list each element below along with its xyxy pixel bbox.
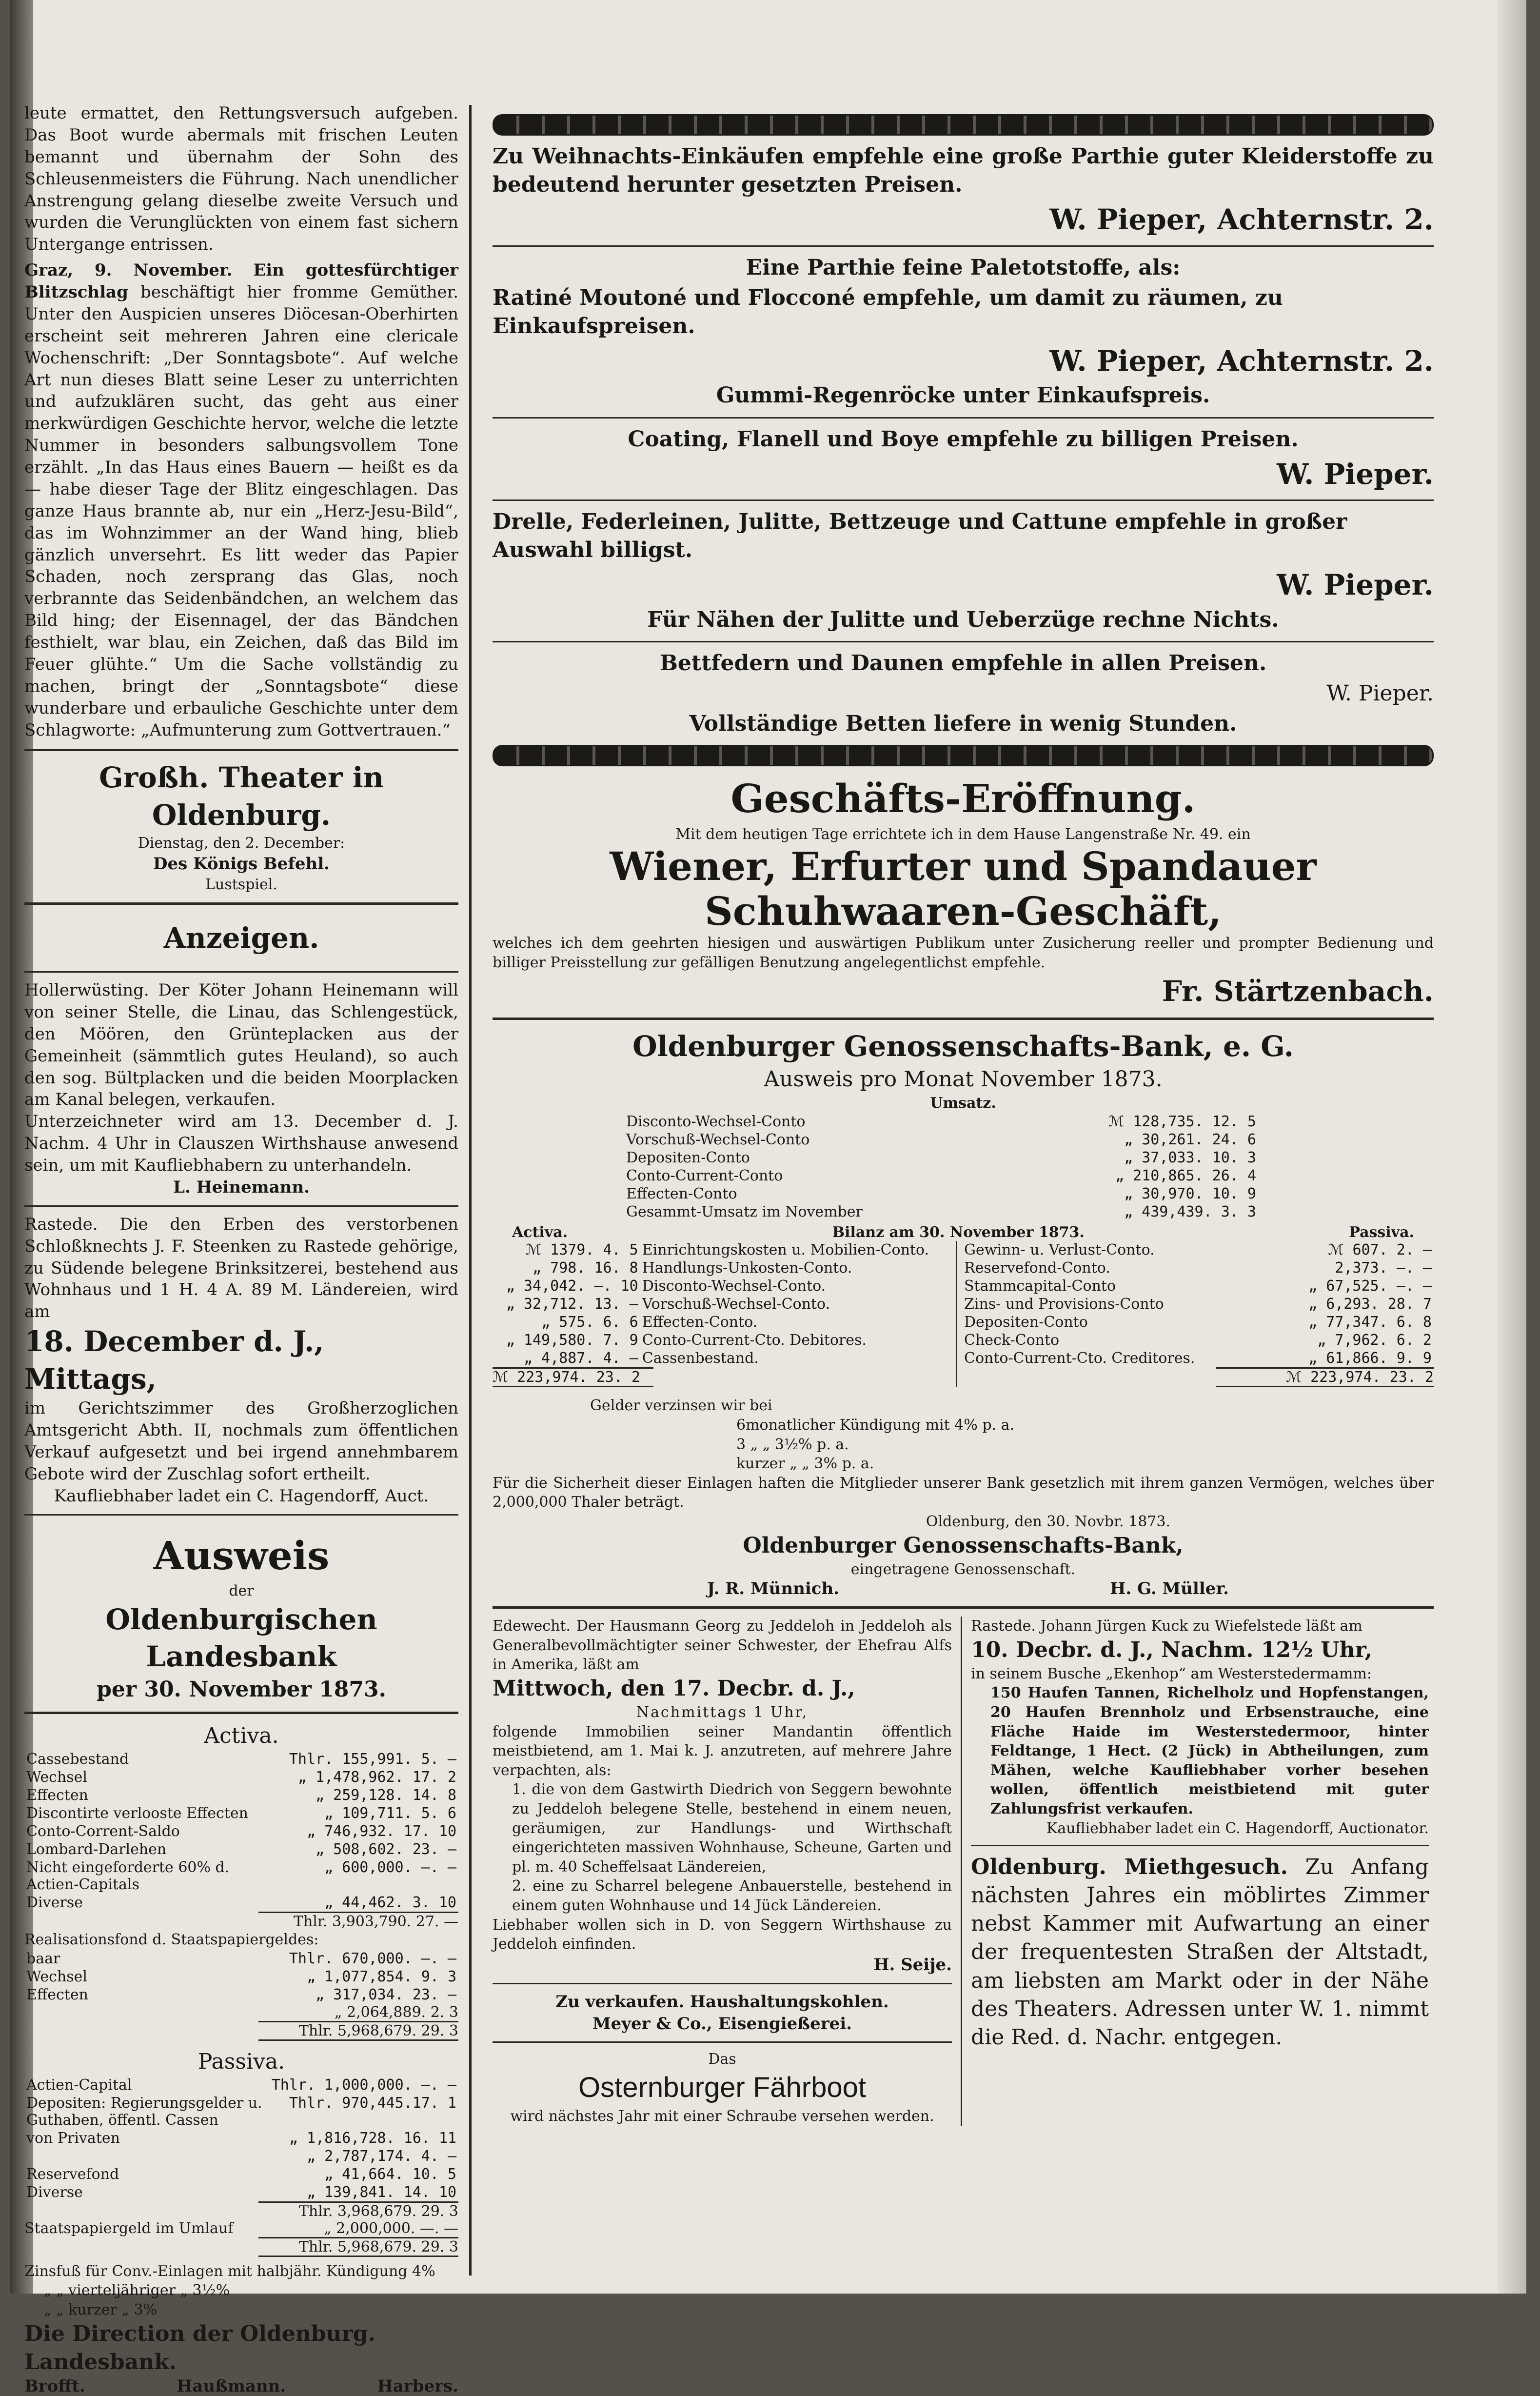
pieper-signature-plain: W. Pieper. — [1326, 681, 1434, 706]
table-row — [962, 1349, 1434, 1367]
gbank-signature-2: eingetragene Genossenschaft. — [850, 1560, 1076, 1578]
bilanz-header — [493, 1224, 1434, 1241]
kohlen-title: Zu verkaufen. Haushaltungskohlen. — [555, 1992, 889, 2012]
rf-label: Realisationsfond d. Staatspapiergeldes: — [24, 1931, 319, 1949]
pieper-signature-short: W. Pieper. — [1277, 568, 1434, 602]
table-row — [24, 1858, 458, 1894]
amount-cell: „ 259,128. 14. 8 — [316, 1787, 456, 1804]
divider — [493, 1018, 1434, 1020]
divider — [24, 902, 458, 905]
label-cell: baar — [26, 1950, 60, 1967]
amount-cell: Thlr. 670,000. —. — — [289, 1950, 456, 1967]
graz-text: beschäftigt hier fromme Gemüther. Unter den Auspicien unseres Diöcesan-Oberhirten erscheint seit mehreren Jahren eine clericale Wochenschrift: „Der Sonntagsbote“. Auf welche Art nun dieses Blatt seine Leser zu unterrichten und aufzuklären sucht, das geht aus einer merkwürdigen Geschichte hervor, welche die letzte Nummer in besonders salbungsvollem Tone erzählt. „In das Haus eines Bauern — heißt es da — habe dieser Tage der Blitz eingeschlagen. Das ganze Haus brannte ab, nur ein „Herz-Jesu-Bild“, das im Wohnzimmer an der Wand hing, blieb gänzlich unversehrt. Es litt weder das Papier Schaden, noch zersprang das Glas, noch verbrannte das Seidenbändchen, an welchem das Bild hing; der Eisennagel, der das Bändchen festhielt, war blau, ein Zeichen, daß das Bild im Feuer glühte.“ Um die Sache vollständig zu machen, bringt der „Sonntagsbote“ diese wunderbare und erbauliche Geschichte unter dem Schlagworte: „Aufmunterung zum Gottvertrauen.“ — [24, 282, 458, 740]
rastede2-items: 150 Haufen Tannen, Richelholz und Hopfenstangen, 20 Haufen Brennholz und Erbsenstrauche, eine Fläche Haide im Westerstedermoor, hinter Feldtange, 1 Hect. (2 Jück) in Abtheilungen, zum Mähen, welche Kaufliebhaber vorher besehen wollen, öffentlich meistbietend mit guter Zahlungsfrist verkaufen. — [990, 1684, 1429, 1817]
amount-cell: „ 32,712. 13. — — [506, 1296, 638, 1313]
bank-der: der — [229, 1582, 254, 1600]
label-cell: Gewinn- u. Verlust-Conto. — [964, 1241, 1155, 1259]
director-name: Haußmann. — [177, 2376, 286, 2396]
amount-cell: Thlr. 970,445.17. 1 — [289, 2094, 456, 2112]
graz-headline: Ein gottesfürchtiger Blitzschlag — [24, 260, 458, 302]
table-row — [24, 2147, 458, 2165]
pieper-text-4: Coating, Flanell und Boye empfehle zu billigen Preisen. — [628, 426, 1299, 452]
table-row — [24, 1950, 458, 1968]
table-row — [24, 1786, 458, 1804]
column-rule — [469, 105, 472, 2276]
rastede-signature: Kaufliebhaber ladet ein C. Hagendorff, Auct. — [54, 1486, 429, 1506]
amount-cell: „ 746,932. 17. 10 — [306, 1823, 456, 1840]
divider — [971, 1845, 1429, 1846]
amount-cell: „ 149,580. 7. 9 — [506, 1332, 638, 1349]
bilanz-activa-label: Activa. — [512, 1224, 568, 1241]
divider — [24, 749, 458, 751]
amount-cell: ℳ 128,735. 12. 5 — [1108, 1113, 1256, 1131]
table-row — [24, 1840, 458, 1858]
security-text: Für die Sicherheit dieser Einlagen haften die Mitglieder unserer Bank gesetzlich mit ihrem ganzen Vermögen, welches über 2,000,000 Thaler beträgt. — [493, 1474, 1434, 1511]
label-cell: Effecten-Conto — [626, 1185, 737, 1203]
pieper-text-5: Drelle, Federleinen, Julitte, Bettzeuge und Cattune empfehle in großer Auswahl billigst. — [493, 509, 1347, 563]
label-cell: Effecten-Conto. — [642, 1314, 758, 1331]
edewecht-signature: H. Seije. — [873, 1955, 952, 1975]
divider — [493, 2041, 952, 2043]
amount-cell: „ 30,261. 24. 6 — [1124, 1131, 1256, 1149]
amount-cell: „ 1,077,854. 9. 3 — [306, 1968, 456, 1985]
amount-cell: Thlr. 1,000,000. —. — — [271, 2076, 456, 2094]
table-row — [493, 1241, 956, 1259]
divider — [24, 1514, 458, 1516]
table-row — [493, 1295, 956, 1313]
activa-table — [24, 1750, 458, 1912]
label-cell: Depositen: Regierungsgelder u. Guthaben, öffentl. Cassen — [26, 2094, 262, 2129]
amount-cell: „ 77,347. 6. 8 — [1308, 1314, 1432, 1331]
amount-cell: „ 7,962. 6. 2 — [1317, 1332, 1432, 1349]
table-row — [24, 1894, 458, 1912]
table-row — [493, 1349, 956, 1367]
label-cell: Vorschuß-Wechsel-Conto. — [642, 1296, 830, 1313]
bilanz-right-total: ℳ 223,974. 23. 2 — [1216, 1367, 1434, 1387]
ads-title: Anzeigen. — [163, 921, 319, 955]
table-row — [493, 1313, 956, 1331]
table-row — [24, 2129, 458, 2147]
pieper-text-1: Zu Weihnachts-Einkäufen empfehle eine große Parthie guter Kleiderstoffe zu bedeutend herunter gesetzten Preisen. — [493, 144, 1434, 198]
amount-cell: „ 30,970. 10. 9 — [1124, 1185, 1256, 1203]
amount-cell: „ 109,711. 5. 6 — [324, 1805, 456, 1822]
amount-cell: „ 44,462. 3. 10 — [324, 1894, 456, 1912]
right-column — [493, 107, 1434, 2283]
bilanz — [493, 1241, 1434, 1387]
interest-1: Zinsfuß für Conv.-Einlagen mit halbjähr. Kündigung 4% — [24, 2262, 435, 2280]
label-cell: Disconto-Wechsel-Conto — [626, 1113, 806, 1131]
amount-cell: ℳ 1379. 4. 5 — [525, 1241, 638, 1259]
label-cell: Effecten — [26, 1986, 88, 2003]
activa-heading: Activa. — [204, 1723, 279, 1749]
label-cell: Conto-Corrent-Saldo — [26, 1823, 180, 1840]
table-row — [24, 1986, 458, 2004]
rastede-ad: Rastede. Die den Erben des verstorbenen Schloßknechts J. F. Steenken zu Rastede gehörige, zu Südende belegene Brinksitzerei, bestehend aus Wohnhaus und 1 H. 4 A. 89 M. Ländereien, wird am — [24, 1214, 458, 1322]
amount-cell: „ 4,887. 4. — — [523, 1350, 638, 1367]
label-cell: Diverse — [26, 2183, 83, 2201]
table-row — [24, 2076, 458, 2094]
label-cell: Depositen-Conto — [964, 1314, 1088, 1331]
table-row — [624, 1167, 1258, 1185]
heinemann-ad: Hollerwüsting. Der Köter Johann Heinemann will von seiner Stelle, die Linau, das Schlengestück, den Möören, den Grünteplacken aus der Gemeinheit (sämmtlich gutes Heuland), so auch den sog. Bültplacken und die beiden Moorplacken am Kanal belegen, verkaufen. — [24, 980, 458, 1110]
table-row — [962, 1241, 1434, 1259]
label-cell — [24, 2147, 270, 2165]
director-name: Brofft. — [24, 2376, 85, 2396]
ornament-bar — [493, 114, 1434, 136]
label-cell: Conto-Current-Cto. Debitores. — [642, 1332, 867, 1349]
amount-cell: „ 34,042. —. 10 — [506, 1278, 638, 1295]
label-cell: Cassebestand — [26, 1751, 129, 1768]
bank-direction: Die Direction der Oldenburg. Landesbank. — [24, 2321, 375, 2375]
edewecht-time: Nachmittags 1 Uhr, — [636, 1704, 809, 1721]
divider — [493, 417, 1434, 419]
bilanz-left — [493, 1241, 956, 1387]
theater-play: Des Königs Befehl. — [153, 854, 330, 874]
bilanz-right — [956, 1241, 1434, 1387]
bilanz-left-total: ℳ 223,974. 23. 2 — [493, 1367, 653, 1387]
table-row — [624, 1149, 1258, 1167]
amount-cell: „ 600,000. —. — — [324, 1859, 456, 1877]
edewecht-item-2: 2. eine zu Scharrel belegene Anbauerstelle, bestehend in einem guten Wohnhause und 14 Jück Ländereien. — [512, 1877, 952, 1914]
pieper-text-7: Bettfedern und Daunen empfehle in allen Preisen. — [659, 650, 1267, 676]
divider — [493, 1983, 952, 1984]
rate-1: 6monatlicher Kündigung mit 4% p. a. — [736, 1416, 1015, 1434]
amount-cell: Thlr. 155,991. 5. — — [289, 1751, 456, 1768]
amount-cell: „ 6,293. 28. 7 — [1308, 1296, 1432, 1313]
label-cell: Diverse — [26, 1894, 83, 1912]
gbank-umsatz: Umsatz. — [930, 1094, 996, 1112]
rate-3: kurzer „ „ 3% p. a. — [736, 1455, 874, 1473]
passiva-subtotal: Thlr. 3,968,679. 29. 3 — [258, 2201, 458, 2220]
opening-title: Geschäfts-Eröffnung. — [731, 776, 1196, 822]
bilanz-passiva-label: Passiva. — [1349, 1224, 1414, 1241]
amount-cell: „ 139,841. 14. 10 — [306, 2183, 456, 2201]
pieper-text-2a: Eine Parthie feine Paletotstoffe, als: — [746, 255, 1181, 280]
rastede2-text: Rastede. Johann Jürgen Kuck zu Wiefelstede läßt am — [971, 1617, 1362, 1635]
table-row — [962, 1295, 1434, 1313]
table-row — [24, 1768, 458, 1786]
opening-sub: Mit dem heutigen Tage errichtete ich in dem Hause Langenstraße Nr. 49. ein — [675, 825, 1251, 843]
table-row — [624, 1113, 1258, 1131]
ferry-das: Das — [708, 2051, 736, 2068]
gbank-signature: Oldenburger Genossenschafts-Bank, — [743, 1533, 1184, 1558]
intro-paragraph: leute ermattet, den Rettungsversuch aufgeben. Das Boot wurde abermals mit frischen Leuten bemannt und übernahm der Sohn des Schleusenmeisters die Führung. Nach unendlicher Anstrengung gelang dieselbe zweite Versuch und wurden die Verunglückten von einem fast sichern Untergange entrissen. — [24, 103, 458, 255]
table-row — [24, 2094, 458, 2129]
theater-title: Großh. Theater in Oldenburg. — [99, 761, 384, 832]
label-cell: Lombard-Darlehen — [26, 1841, 167, 1858]
divider — [493, 245, 1434, 247]
amount-cell: „ 2,787,174. 4. — — [306, 2147, 456, 2165]
divider — [24, 1205, 458, 1207]
table-row — [624, 1185, 1258, 1203]
table-row — [24, 1750, 458, 1768]
table-row — [24, 1968, 458, 1986]
page-edge — [1497, 0, 1526, 2294]
activa-grand-total: Thlr. 5,968,679. 29. 3 — [258, 2021, 458, 2041]
ornament-bar — [493, 745, 1434, 766]
table-row — [493, 1331, 956, 1349]
passiva-table — [24, 2076, 458, 2201]
passiva-total: Thlr. 5,968,679. 29. 3 — [258, 2237, 458, 2257]
rates-intro: Gelder verzinsen wir bei — [590, 1397, 772, 1415]
divider — [493, 641, 1434, 642]
label-cell: Effecten — [26, 1787, 88, 1804]
label-cell: Wechsel — [26, 1769, 88, 1786]
edewecht-text: Edewecht. Der Hausmann Georg zu Jeddeloh in Jeddeloh als Generalbevollmächtigter seiner Schwester, der Ehefrau Alfs in Amerika, läßt am — [493, 1617, 952, 1674]
miethgesuch — [971, 1853, 1429, 2052]
amount-cell: „ 1,816,728. 16. 11 — [289, 2129, 456, 2147]
bilanz-right-table — [962, 1241, 1434, 1367]
table-row — [624, 1203, 1258, 1221]
bilanz-left-table — [493, 1241, 956, 1367]
amount-cell: 2,373. —. — — [1335, 1259, 1432, 1277]
bank-directors — [24, 2376, 458, 2396]
amount-cell: ℳ 607. 2. — — [1328, 1241, 1432, 1259]
pieper-ad — [493, 142, 1434, 738]
amount-cell: „ 210,865. 26. 4 — [1115, 1167, 1256, 1185]
interest-2: „ „ vierteljähriger „ 3½% — [44, 2282, 230, 2299]
heinemann-ad-2: Unterzeichneter wird am 13. December d. J. Nachm. 4 Uhr in Clauszen Wirthshause anwesend sein, um mit Kaufliebhabern zu unterhandeln. — [24, 1112, 458, 1176]
theater-genre: Lustspiel. — [205, 876, 277, 893]
table-row — [24, 1822, 458, 1840]
theater-date: Dienstag, den 2. December: — [138, 835, 345, 852]
table-row — [962, 1259, 1434, 1277]
amount-cell: „ 37,033. 10. 3 — [1124, 1149, 1256, 1167]
amount-cell: „ 1,478,962. 17. 2 — [297, 1769, 456, 1786]
gbank-place-date: Oldenburg, den 30. Novbr. 1873. — [926, 1513, 1170, 1530]
table-row — [962, 1313, 1434, 1331]
amount-cell: „ 575. 6. 6 — [541, 1314, 638, 1331]
table-row — [24, 2165, 458, 2183]
rastede2-text-2: in seinem Busche „Ekenhop“ am Westerstedermamm: — [971, 1665, 1372, 1682]
label-cell: Reservefond — [26, 2165, 119, 2183]
label-cell: Conto-Current-Conto — [626, 1167, 783, 1185]
label-cell: Check-Conto — [964, 1332, 1060, 1349]
opening-text: welches ich dem geehrten hiesigen und auswärtigen Publikum unter Zusicherung reeller und prompter Bedienung und billiger Preisstellung zur gefälligen Benutzung angelegentlichst empfehle. — [493, 935, 1434, 971]
amount-cell: „ 798. 16. 8 — [533, 1259, 638, 1277]
pieper-text-3: Gummi-Regenröcke unter Einkaufspreis. — [716, 383, 1210, 408]
bank-date: per 30. November 1873. — [97, 1677, 386, 1702]
gbank-names — [493, 1579, 1434, 1598]
rastede-date: 18. December d. J., Mittags, — [24, 1325, 324, 1396]
table-row — [624, 1131, 1258, 1149]
gbank-name: J. R. Münnich. — [707, 1579, 840, 1599]
amount-cell: „ 67,525. —. — — [1308, 1278, 1432, 1295]
opening-shop-name: Wiener, Erfurter und Spandauer Schuhwaaren-Geschäft, — [610, 843, 1317, 935]
edewecht-date: Mittwoch, den 17. Decbr. d. J., — [493, 1676, 855, 1701]
director-name: Harbers. — [377, 2376, 458, 2396]
table-row — [24, 1804, 458, 1822]
activa-total: Thlr. 3,903,790. 27. — — [258, 1912, 458, 1930]
amount-cell: „ 508,602. 23. — — [316, 1841, 456, 1858]
graz-lead: Graz, 9. November. — [24, 260, 233, 280]
label-cell: Zins- und Provisions-Conto — [964, 1296, 1164, 1313]
graz-article — [24, 260, 458, 741]
label-cell: Stammcapital-Conto — [964, 1278, 1116, 1295]
table-row — [493, 1277, 956, 1295]
table-row — [24, 2183, 458, 2201]
table-row — [493, 1259, 956, 1277]
pieper-signature: W. Pieper, Achternstr. 2. — [1049, 344, 1434, 378]
pieper-text-8: Vollständige Betten liefere in wenig Stunden. — [689, 711, 1237, 737]
edewecht-text-3: Liebhaber wollen sich in D. von Seggern Wirthshause zu Jeddeloh einfinden. — [493, 1916, 952, 1953]
label-cell: Wechsel — [26, 1968, 88, 1985]
opening-signature: Fr. Stärtzenbach. — [1162, 974, 1434, 1008]
umsatz-table — [624, 1113, 1258, 1221]
rastede2-date: 10. Decbr. d. J., Nachm. 12½ Uhr, — [971, 1637, 1372, 1662]
gbank-title: Oldenburger Genossenschafts-Bank, e. G. — [632, 1030, 1294, 1063]
ferry-title: Osternburger Fährboot — [578, 2071, 866, 2103]
label-cell: Einrichtungskosten u. Mobilien-Conto. — [642, 1241, 929, 1259]
label-cell: Conto-Current-Cto. Creditores. — [964, 1350, 1195, 1367]
label-cell: Vorschuß-Wechsel-Conto — [626, 1131, 810, 1149]
label-cell: Disconto-Wechsel-Conto. — [642, 1278, 826, 1295]
kohlen-firm: Meyer & Co., Eisengießerei. — [592, 2014, 852, 2034]
bank-name: Oldenburgischen Landesbank — [105, 1602, 377, 1674]
table-row — [962, 1277, 1434, 1295]
amount-cell: „ 61,866. 9. 9 — [1308, 1350, 1432, 1367]
edewecht-item-1: 1. die von dem Gastwirth Diedrich von Seggern bewohnte zu Jeddeloh belegene Stelle, bestehend in einem neuen, geräumigen, zur Handlungs- und Wirthschaft eingerichteten massiven Wohnhause, Scheune, Garten und pl. m. 40 Scheffelsaat Ländereien, — [512, 1781, 952, 1876]
pieper-signature-short: W. Pieper. — [1277, 457, 1434, 491]
left-column — [24, 102, 458, 2396]
gbank-name: H. G. Müller. — [1110, 1579, 1229, 1599]
miethgesuch-text: Zu Anfang nächsten Jahres ein möblirtes Zimmer nebst Kammer mit Aufwartung an einer der frequentesten Straßen der Altstadt, am liebsten am Markt oder in der Nähe des Theaters. Adressen unter W. 1. nimmt die Red. d. Nachr. entgegen. — [971, 1855, 1429, 2050]
bottom-ads — [493, 1617, 1434, 2126]
bank-title: Ausweis — [153, 1532, 330, 1578]
rate-2: 3 „ „ 3½% p. a. — [736, 1436, 849, 1453]
label-cell: Cassenbestand. — [642, 1350, 759, 1367]
passiva-heading: Passiva. — [197, 2049, 285, 2074]
divider — [24, 971, 458, 973]
table-row — [962, 1331, 1434, 1349]
bottom-right-ads — [961, 1617, 1429, 2126]
label-cell: Gesammt-Umsatz im November — [626, 1203, 863, 1221]
amount-cell: „ 41,664. 10. 5 — [324, 2165, 456, 2183]
divider — [493, 499, 1434, 501]
divider — [24, 1712, 458, 1714]
label-cell: Handlungs-Unkosten-Conto. — [642, 1259, 852, 1277]
label-cell: Discontirte verlooste Effecten — [26, 1805, 248, 1822]
gbank-sub: Ausweis pro Monat November 1873. — [764, 1066, 1163, 1092]
interest-3: „ „ kurzer „ 3% — [44, 2301, 158, 2318]
miethgesuch-lead: Oldenburg. Miethgesuch. — [971, 1855, 1288, 1880]
label-cell: Reservefond-Conto. — [964, 1259, 1110, 1277]
label-cell: Nicht eingeforderte 60% d. Actien-Capitals — [26, 1859, 230, 1894]
heinemann-signature: L. Heinemann. — [173, 1177, 310, 1197]
rf-sum: „ 2,064,889. 2. 3 — [334, 2003, 458, 2021]
rf-table — [24, 1950, 458, 2004]
bottom-left-ads — [493, 1617, 961, 2126]
rastede-ad-2: im Gerichtszimmer des Großherzoglichen Amtsgericht Abth. II, nochmals zum öffentlichen Verkauf aufgesetzt und bei irgend annehmbarem Gebote wird der Zuschlag sofort ertheilt. — [24, 1398, 458, 1484]
label-cell: Actien-Capital — [26, 2076, 132, 2094]
pieper-text-2b: Ratiné Moutoné und Flocconé empfehle, um damit zu räumen, zu Einkaufspreisen. — [493, 285, 1283, 339]
divider — [493, 1606, 1434, 1609]
pieper-text-6: Für Nähen der Julitte und Ueberzüge rechne Nichts. — [647, 607, 1279, 632]
passiva-sp-row: Staatspapiergeld im Umlauf „ 2,000,000. —. — — [24, 2219, 458, 2237]
ferry-text: wird nächstes Jahr mit einer Schraube versehen werden. — [510, 2107, 934, 2125]
edewecht-text-2: folgende Immobilien seiner Mandantin öffentlich meistbietend, am 1. Mai k. J. anzutreten, auf mehrere Jahre verpachten, als: — [493, 1723, 952, 1779]
newspaper-page — [10, 0, 1517, 2396]
pieper-signature: W. Pieper, Achternstr. 2. — [1049, 203, 1434, 237]
amount-cell: „ 317,034. 23. — — [316, 1986, 456, 2003]
rastede2-signature: Kaufliebhaber ladet ein C. Hagendorff, Auctionator. — [1046, 1819, 1429, 1837]
label-cell: Depositen-Conto — [626, 1149, 750, 1167]
label-cell: von Privaten — [26, 2129, 120, 2147]
amount-cell: „ 439,439. 3. 3 — [1124, 1203, 1256, 1221]
bilanz-title: Bilanz am 30. November 1873. — [832, 1224, 1085, 1241]
